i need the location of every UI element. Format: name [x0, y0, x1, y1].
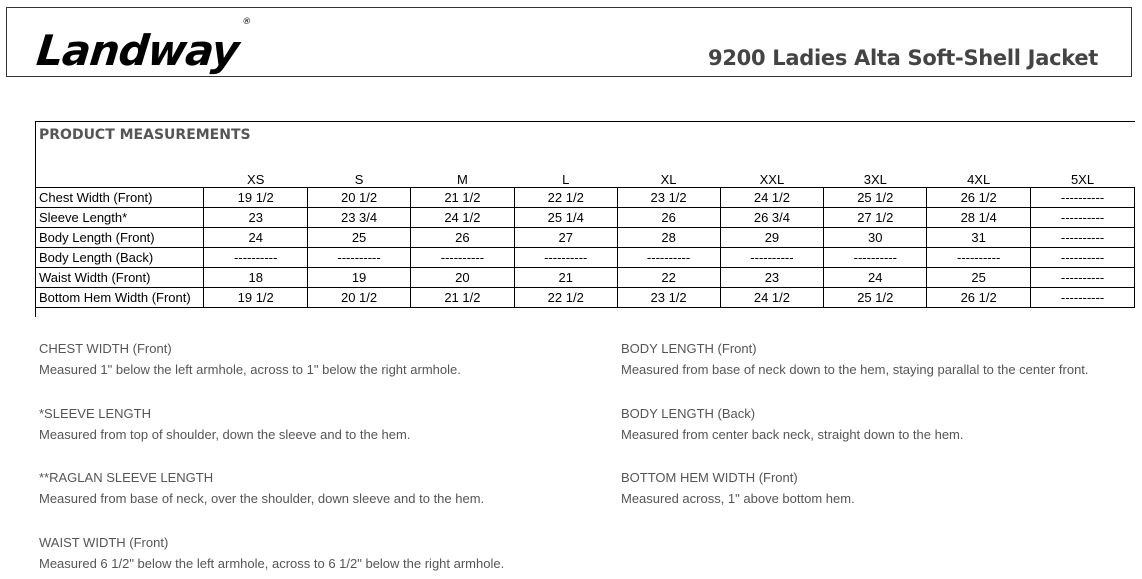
table-cell: ---------- — [204, 248, 308, 268]
size-header: 3XL — [863, 172, 887, 187]
desc-body-length-front — [621, 338, 1089, 380]
table-cell: ---------- — [617, 248, 720, 268]
table-cell: ---------- — [308, 248, 411, 268]
desc-body-length-back — [621, 403, 964, 445]
table-cell: 28 1/4 — [927, 208, 1031, 228]
table-cell: 23 — [204, 208, 308, 228]
table-cell: ---------- — [720, 248, 824, 268]
table-cell: 19 1/2 — [204, 188, 308, 208]
size-header-blank — [36, 168, 204, 188]
table-cell: ---------- — [1031, 208, 1135, 228]
product-title: 9200 Ladies Alta Soft-Shell Jacket — [708, 46, 1098, 70]
desc-sleeve-length — [39, 403, 410, 445]
table-cell: ---------- — [927, 248, 1031, 268]
table-cell: 22 — [617, 268, 720, 288]
desc-title: CHEST WIDTH (Front) — [39, 341, 172, 356]
table-cell: 20 1/2 — [308, 188, 411, 208]
table-cell: ---------- — [1031, 288, 1135, 308]
table-cell: ---------- — [1031, 268, 1135, 288]
table-cell: 18 — [204, 268, 308, 288]
table-cell: ---------- — [514, 248, 617, 268]
desc-title: *SLEEVE LENGTH — [39, 406, 151, 421]
table-cell: 25 — [308, 228, 411, 248]
desc-bottom-hem-width — [621, 467, 855, 509]
table-cell: 24 1/2 — [720, 188, 824, 208]
desc-chest-width — [39, 338, 461, 380]
size-header: XL — [660, 172, 677, 187]
table-cell: 20 1/2 — [308, 288, 411, 308]
table-cell: 24 1/2 — [720, 288, 824, 308]
row-label: Sleeve Length* — [36, 208, 204, 228]
table-cell: 24 1/2 — [410, 208, 514, 228]
table-cell: ---------- — [824, 248, 927, 268]
table-cell: 24 — [824, 268, 927, 288]
table-cell: 25 1/2 — [824, 188, 927, 208]
table-cell: 26 1/2 — [927, 288, 1031, 308]
row-label: Chest Width (Front) — [36, 188, 204, 208]
size-header: L — [562, 172, 570, 187]
table-cell: 22 1/2 — [514, 188, 617, 208]
table-cell: 23 3/4 — [308, 208, 411, 228]
table-cell: 21 1/2 — [410, 288, 514, 308]
table-cell: ---------- — [410, 248, 514, 268]
header-box — [6, 7, 1132, 77]
desc-text: Measured from center back neck, straight down to the hem. — [621, 427, 964, 442]
table-cell: 30 — [824, 228, 927, 248]
table-cell: 25 — [927, 268, 1031, 288]
table-cell: 31 — [927, 228, 1031, 248]
table-cell: 29 — [720, 228, 824, 248]
measurements-table — [36, 168, 1135, 308]
desc-text: Measured from base of neck down to the hem, staying parallal to the center front. — [621, 362, 1089, 377]
registered-mark: ® — [241, 17, 251, 27]
table-cell: ---------- — [1031, 188, 1135, 208]
table-cell: 25 1/4 — [514, 208, 617, 228]
desc-raglan-sleeve-length — [39, 467, 484, 509]
row-label: Waist Width (Front) — [36, 268, 204, 288]
table-cell: 21 — [514, 268, 617, 288]
size-header: 4XL — [967, 172, 991, 187]
table-cell: 21 1/2 — [410, 188, 514, 208]
table-cell: ---------- — [1031, 228, 1135, 248]
size-header-row — [36, 168, 1135, 188]
desc-text: Measured across, 1" above bottom hem. — [621, 491, 855, 506]
table-row — [36, 188, 1135, 208]
table-row — [36, 248, 1135, 268]
desc-text: Measured from base of neck, over the shoulder, down sleeve and to the hem. — [39, 491, 485, 506]
row-label: Body Length (Back) — [36, 248, 204, 268]
table-cell: 26 1/2 — [927, 188, 1031, 208]
table-cell: 24 — [204, 228, 308, 248]
table-cell: 28 — [617, 228, 720, 248]
table-cell: ---------- — [1031, 248, 1135, 268]
table-cell: 23 1/2 — [617, 188, 720, 208]
table-cell: 23 — [720, 268, 824, 288]
table-cell: 23 1/2 — [617, 288, 720, 308]
table-cell: 19 — [308, 268, 411, 288]
size-header: XS — [247, 172, 265, 187]
desc-title: BODY LENGTH (Back) — [621, 406, 756, 421]
table-cell: 27 — [514, 228, 617, 248]
table-cell: 22 1/2 — [514, 288, 617, 308]
table-row — [36, 288, 1135, 308]
table-cell: 26 — [410, 228, 514, 248]
desc-title: **RAGLAN SLEEVE LENGTH — [39, 470, 214, 485]
desc-waist-width — [39, 532, 504, 574]
row-label: Bottom Hem Width (Front) — [36, 288, 204, 308]
table-row — [36, 228, 1135, 248]
table-row — [36, 268, 1135, 288]
size-header: XXL — [759, 172, 785, 187]
table-cell: 26 — [617, 208, 720, 228]
desc-title: BODY LENGTH (Front) — [621, 341, 757, 356]
size-header: S — [354, 172, 364, 187]
table-cell: 25 1/2 — [824, 288, 927, 308]
row-label: Body Length (Front) — [36, 228, 204, 248]
table-cell: 20 — [410, 268, 514, 288]
measurements-title: PRODUCT MEASUREMENTS — [39, 127, 251, 143]
table-cell: 26 3/4 — [720, 208, 824, 228]
desc-title: BOTTOM HEM WIDTH (Front) — [621, 470, 798, 485]
measurements-section — [35, 121, 1135, 317]
size-header: 5XL — [1070, 172, 1095, 187]
table-row — [36, 208, 1135, 228]
desc-text: Measured 1" below the left armhole, across to 1" below the right armhole. — [39, 362, 461, 377]
desc-text: Measured 6 1/2" below the left armhole, across to 6 1/2" below the right armhole. — [39, 556, 505, 571]
desc-title: WAIST WIDTH (Front) — [39, 535, 169, 550]
desc-text: Measured from top of shoulder, down the sleeve and to the hem. — [39, 427, 411, 442]
table-cell: 19 1/2 — [204, 288, 308, 308]
table-cell: 27 1/2 — [824, 208, 927, 228]
brand-logo: Landway® — [34, 17, 251, 75]
size-header: M — [456, 172, 468, 187]
